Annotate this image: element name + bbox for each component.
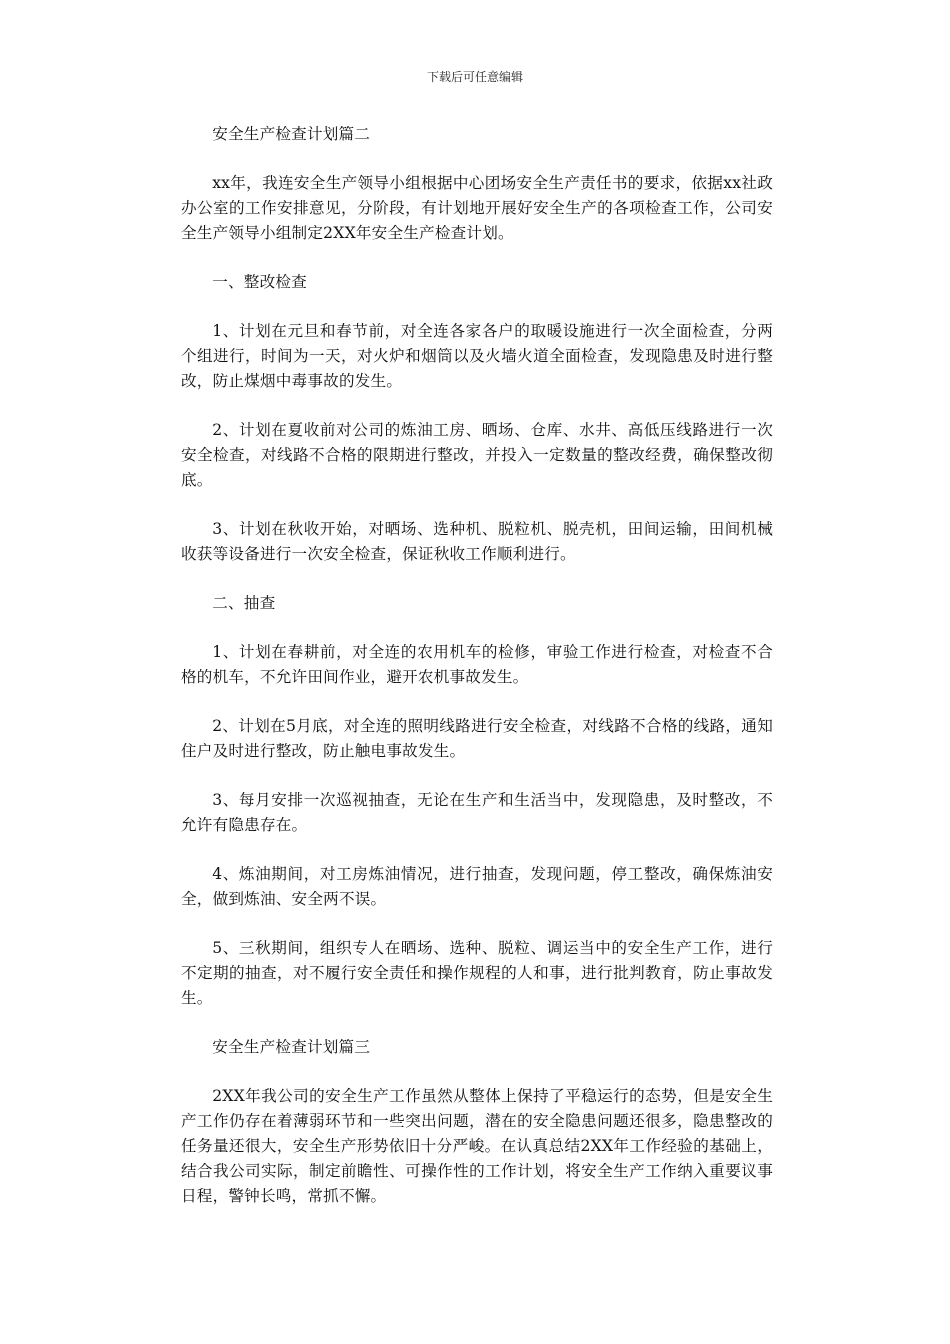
heading-spot-check: 二、抽查	[212, 594, 276, 612]
section-title-part3: 安全生产检查计划篇三	[212, 1038, 371, 1056]
rectification-item-2: 2、计划在夏收前对公司的炼油工房、晒场、仓库、水井、高低压线路进行一次安全检查，对线路不合格的限期进行整改，并投入一定数量的整改经费，确保整改彻底。	[181, 421, 773, 489]
download-note: 下载后可任意编辑	[426, 70, 523, 84]
spot-check-item-2: 2、计划在5月底，对全连的照明线路进行安全检查，对线路不合格的线路，通知住户及时进行整改，防止触电事故发生。	[181, 717, 773, 760]
rectification-item-1: 1、计划在元旦和春节前，对全连各家各户的取暖设施进行一次全面检查，分两个组进行，时间为一天，对火炉和烟筒以及火墙火道全面检查，发现隐患及时进行整改，防止煤烟中毒事故的发生。	[181, 322, 773, 390]
heading-rectification-check: 一、整改检查	[212, 273, 307, 291]
spot-check-item-4: 4、炼油期间，对工房炼油情况，进行抽查，发现问题，停工整改，确保炼油安全，做到炼油、安全两不误。	[181, 865, 773, 908]
spot-check-item-5: 5、三秋期间，组织专人在晒场、选种、脱粒、调运当中的安全生产工作，进行不定期的抽查，对不履行安全责任和操作规程的人和事，进行批判教育，防止事故发生。	[181, 939, 773, 1007]
document-body	[181, 122, 773, 1233]
intro-paragraph: xx年，我连安全生产领导小组根据中心团场安全生产责任书的要求，依据xx社政办公室的工作安排意见，分阶段，有计划地开展好安全生产的各项检查工作，公司安全生产领导小组制定2XX年安全生产检查计划。	[181, 174, 773, 242]
rectification-item-3: 3、计划在秋收开始，对晒场、选种机、脱粒机、脱壳机，田间运输，田间机械收获等设备进行一次安全检查，保证秋收工作顺利进行。	[181, 520, 773, 563]
section-title-part2: 安全生产检查计划篇二	[212, 125, 371, 143]
spot-check-item-3: 3、每月安排一次巡视抽查，无论在生产和生活当中，发现隐患，及时整改，不允许有隐患存在。	[181, 791, 773, 834]
spot-check-item-1: 1、计划在春耕前，对全连的农用机车的检修，审验工作进行检查，对检查不合格的机车，不允许田间作业，避开农机事故发生。	[181, 643, 773, 686]
part3-paragraph: 2XX年我公司的安全生产工作虽然从整体上保持了平稳运行的态势，但是安全生产工作仍存在着薄弱环节和一些突出问题，潜在的安全隐患问题还很多，隐患整改的任务量还很大，安全生产形势依旧十分严峻。在认真总结2XX年工作经验的基础上，结合我公司实际，制定前瞻性、可操作性的工作计划，将安全生产工作纳入重要议事日程，警钟长鸣，常抓不懈。	[181, 1087, 773, 1205]
